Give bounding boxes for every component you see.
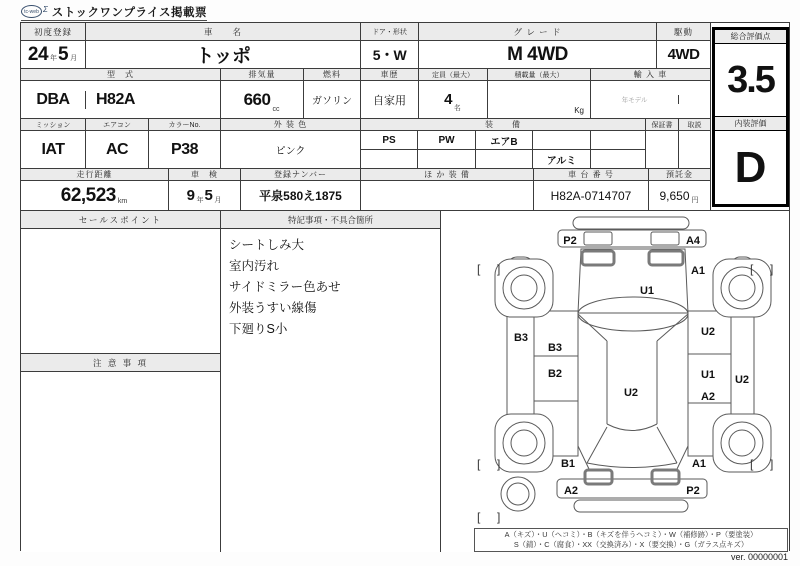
field-label: 走行距離 xyxy=(21,169,168,181)
section-sales-point xyxy=(21,211,221,552)
front-garnish xyxy=(558,230,706,247)
field-grade xyxy=(419,23,657,69)
field-label: 保証書 xyxy=(646,119,678,131)
field-car-name xyxy=(86,23,361,69)
hood-panel xyxy=(578,249,688,313)
logo-sigma-mark: Σ xyxy=(43,4,48,14)
section-damage-diagram xyxy=(441,210,789,552)
field-label: 車歴 xyxy=(361,69,418,81)
field-label: ミッション xyxy=(21,119,85,131)
equipment-cell: PW xyxy=(418,131,476,150)
body-color-value: ピンク xyxy=(275,146,306,157)
page-header xyxy=(21,3,207,21)
field-plate-no xyxy=(241,169,361,211)
remarks-list xyxy=(229,235,436,340)
headlight-right xyxy=(651,232,679,245)
equipment-cell xyxy=(533,131,591,150)
field-load xyxy=(488,69,591,119)
field-fuel xyxy=(304,69,361,119)
bracket-mark: ] xyxy=(497,510,501,524)
taillight-left xyxy=(585,470,612,484)
equipment-cell xyxy=(476,150,533,168)
rear-garnish xyxy=(557,479,707,498)
bracket-mark: ] xyxy=(770,457,774,471)
remarks-label: 特記事項・不具合箇所 xyxy=(221,211,440,229)
warranty-value xyxy=(646,131,678,168)
field-label: 初度登録 xyxy=(21,23,85,41)
evaluation-box xyxy=(712,27,789,207)
color-no-value: P38 xyxy=(171,140,198,158)
damage-mark: A2 xyxy=(700,391,716,403)
field-body-color xyxy=(221,119,361,169)
chassis-no-value: H82A-0714707 xyxy=(550,188,632,203)
tcweb-logo-icon: tc-web xyxy=(21,5,42,18)
field-label: ドア・形状 xyxy=(361,23,418,41)
mileage-value xyxy=(21,181,168,210)
field-label: 外 装 色 xyxy=(221,119,360,131)
field-aircon xyxy=(86,119,149,169)
section-remarks xyxy=(221,211,441,552)
remark-item: 下廻りS小 xyxy=(229,322,288,336)
plate-no-value: 平泉580え1875 xyxy=(259,189,342,203)
aircon-value: AC xyxy=(105,140,129,158)
cowl-right xyxy=(649,251,683,265)
first-registration-value xyxy=(21,41,85,68)
field-label: 取説 xyxy=(679,119,710,131)
damage-mark: A1 xyxy=(691,458,707,470)
field-label: 燃料 xyxy=(304,69,360,81)
field-deposit xyxy=(649,169,711,211)
field-import-car xyxy=(591,69,711,119)
manual-value xyxy=(679,131,710,168)
equipment-grid xyxy=(361,131,645,168)
inspection-month: 5 xyxy=(204,187,213,204)
remark-item: サイドミラー色あせ xyxy=(229,280,341,294)
field-equipment xyxy=(361,119,646,169)
overall-score-value: 3.5 xyxy=(727,58,774,101)
field-label: 駆動 xyxy=(657,23,710,41)
reg-month: 5 xyxy=(58,43,69,65)
damage-mark: B3 xyxy=(513,332,529,344)
equipment-cell xyxy=(418,150,476,168)
interior-score-value: D xyxy=(734,142,767,192)
equipment-cell: PS xyxy=(361,131,418,150)
deposit-number: 9,650 xyxy=(659,188,690,203)
model-number: H82A xyxy=(96,90,135,108)
displacement-value xyxy=(221,81,303,118)
fuel-value: ガソリン xyxy=(312,96,352,107)
field-capacity xyxy=(419,69,488,119)
damage-mark: P2 xyxy=(686,485,700,497)
damage-mark: U2 xyxy=(623,387,639,399)
field-label: カラーNo. xyxy=(149,119,220,131)
bracket-mark: [ xyxy=(477,262,481,276)
history-value: 自家用 xyxy=(373,94,406,107)
field-label: 車 台 番 号 xyxy=(534,169,648,181)
load-unit: Kg xyxy=(574,106,584,115)
field-mission xyxy=(21,119,86,169)
damage-mark: U2 xyxy=(700,326,716,338)
field-inspection xyxy=(169,169,241,211)
grade-value: M 4WD xyxy=(507,43,568,65)
deposit-value xyxy=(649,181,710,210)
field-label: 車 名 xyxy=(86,23,360,41)
inspection-month-unit: 月 xyxy=(214,197,222,204)
damage-mark: A2 xyxy=(563,485,579,497)
headlight-left xyxy=(584,232,612,245)
remark-item: シートしみ大 xyxy=(229,238,305,252)
bracket-mark: [ xyxy=(750,457,754,471)
field-chassis-no xyxy=(534,169,649,211)
model-prefix: DBA xyxy=(21,91,86,109)
front-bumper xyxy=(573,217,689,229)
field-drive xyxy=(657,23,711,69)
field-model-code xyxy=(21,69,221,119)
rear-window xyxy=(587,427,677,463)
version-text: ver. 00000001 xyxy=(730,552,788,562)
equipment-cell: アルミ xyxy=(533,150,591,168)
inspection-year: 9 xyxy=(186,187,195,204)
remark-item: 外装うすい線傷 xyxy=(229,301,317,315)
field-first-registration xyxy=(21,23,86,69)
stock-one-price-sheet xyxy=(20,22,790,551)
field-mileage xyxy=(21,169,169,211)
damage-mark: U1 xyxy=(700,369,716,381)
car-name-value: トッポ xyxy=(195,46,251,67)
field-label: グ レ ー ド xyxy=(419,23,656,41)
drive-value: 4WD xyxy=(667,46,700,63)
bracket-mark: ] xyxy=(770,262,774,276)
field-color-no xyxy=(149,119,221,169)
field-other-equipment xyxy=(361,169,534,211)
remark-item: 室内汚れ xyxy=(229,259,280,273)
equipment-cell xyxy=(361,150,418,168)
reg-year: 24 xyxy=(27,43,49,65)
caution-label: 注 意 事 項 xyxy=(21,353,220,372)
roof-panel xyxy=(607,341,657,431)
cowl-left xyxy=(582,251,614,265)
field-displacement xyxy=(221,69,304,119)
displacement-number: 660 xyxy=(243,89,271,109)
equipment-cell xyxy=(591,150,645,168)
page-title: ストックワンプライス掲載票 xyxy=(51,6,207,19)
field-label: 登録ナンバー xyxy=(241,169,360,181)
field-label: 排気量 xyxy=(221,69,303,81)
sales-point-label: セールスポイント xyxy=(21,211,220,229)
mileage-unit: km xyxy=(117,198,128,205)
legend-line-1: A（キズ）・U（ヘコミ）・B（キズを伴うヘコミ）・W（補修跡）・P（要塗装） xyxy=(504,530,758,539)
damage-mark: A1 xyxy=(690,265,706,277)
field-label: ほ か 装 備 xyxy=(361,169,533,181)
reg-year-unit: 年 xyxy=(50,55,58,62)
field-label: 預託金 xyxy=(649,169,710,181)
damage-mark: U1 xyxy=(639,285,655,297)
damage-mark: A4 xyxy=(685,235,701,247)
field-label: 型 式 xyxy=(21,69,220,81)
damage-legend xyxy=(474,528,788,552)
deposit-unit: 円 xyxy=(691,197,699,204)
vehicle-damage-diagram xyxy=(441,211,789,525)
bracket-mark: [ xyxy=(477,457,481,471)
capacity-value xyxy=(419,81,487,118)
other-equipment-value xyxy=(361,181,533,210)
capacity-number: 4 xyxy=(444,91,452,108)
import-car-value xyxy=(591,81,710,118)
field-label: エアコン xyxy=(86,119,148,131)
displacement-unit: cc xyxy=(272,106,280,113)
windshield xyxy=(578,297,688,331)
field-history xyxy=(361,69,419,119)
legend-line-2: S（錆）・C（腐食）・XX（交換済み）・X（要交換）・G（ガラス点キズ） xyxy=(513,540,749,549)
damage-mark: B3 xyxy=(547,342,563,354)
overall-score-label: 総合評価点 xyxy=(715,30,786,44)
reg-month-unit: 月 xyxy=(70,55,78,62)
mission-value: IAT xyxy=(41,140,65,158)
damage-mark: B2 xyxy=(547,368,563,380)
field-label: 車 検 xyxy=(169,169,240,181)
field-door-shape xyxy=(361,23,419,69)
damage-mark: P2 xyxy=(563,235,577,247)
equipment-cell xyxy=(591,131,645,150)
bracket-mark: [ xyxy=(477,510,481,524)
rear-bumper xyxy=(574,500,688,512)
equipment-cell: エアB xyxy=(476,131,533,150)
bracket-mark: [ xyxy=(750,262,754,276)
field-label: 装 備 xyxy=(361,119,645,131)
damage-mark: B1 xyxy=(560,458,576,470)
field-warranty xyxy=(646,119,679,169)
door-shape-value: 5・W xyxy=(372,46,407,63)
damage-mark: U2 xyxy=(734,374,750,386)
bracket-mark: ] xyxy=(497,457,501,471)
bracket-mark: ] xyxy=(497,262,501,276)
inspection-year-unit: 年 xyxy=(196,197,204,204)
interior-score-label: 内装評価 xyxy=(715,116,786,131)
field-manual xyxy=(679,119,711,169)
taillight-right xyxy=(652,470,679,484)
load-value xyxy=(488,81,590,118)
capacity-unit: 名 xyxy=(453,105,461,112)
import-year-model-label: 年モデル xyxy=(591,95,679,104)
inspection-value xyxy=(169,181,240,210)
field-label: 積載量（最大） xyxy=(488,69,590,81)
field-label: 輸 入 車 xyxy=(591,69,710,81)
model-code-value xyxy=(21,81,220,118)
field-label: 定員（最大） xyxy=(419,69,487,81)
mileage-number: 62,523 xyxy=(60,184,116,206)
